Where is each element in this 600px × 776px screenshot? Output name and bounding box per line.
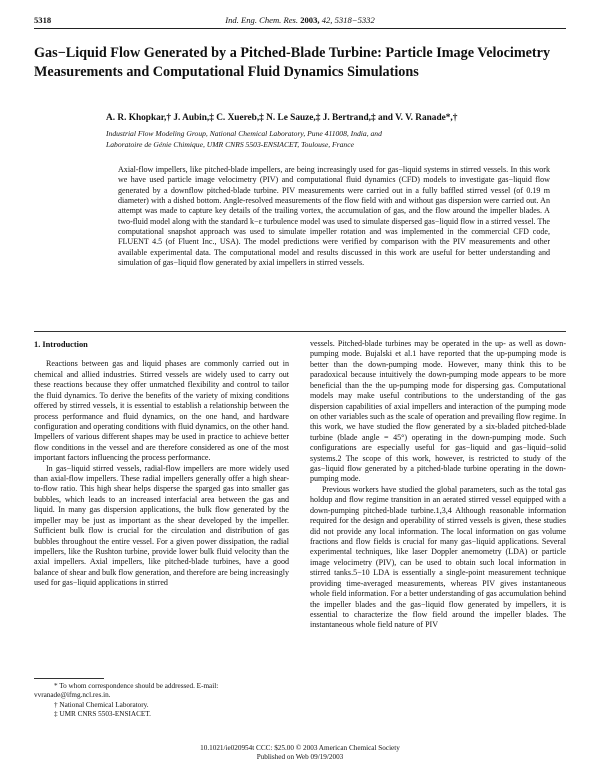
journal-name: Ind. Eng. Chem. Res. [225, 15, 299, 25]
footnote-affiliation-1: † National Chemical Laboratory. [54, 700, 149, 709]
abstract: Axial-flow impellers, like pitched-blade impellers, are being increasingly used for gas−liquid systems in stirred vessels. In this work we have used particle image velocimetry (PIV) and computational fluid dynamics (CFD) models to investigate gas−liquid flow generated by a downflow pitched-blade turbine. PIV measurements were carried out in a fully baffled stirred vessel (of 0.19 m diameter) with a dished bottom. Angle-resolved measurements of the flow field with and without gas dispersion were carried out. An attempt was made to capture key details of the trailing vortex, the accumulation of gas, and the flow around the impeller blades. A two-fluid model along with the standard k−ε turbulence model was used to simulate dispersed gas−liquid flow in a stirred vessel. The computational snapshot approach was used to simulate impeller rotation and was implemented in the commercial CFD code, FLUENT 4.5 (of Fluent Inc., USA). The model predictions were verified by comparison with the PIV measurements and other available experimental data. The computational model and results discussed in this work are useful for better understanding and simulation of gas−liquid flow generated by axial impellers in stirred vessels. [118, 165, 550, 268]
footnote-correspondence: * To whom correspondence should be addressed. E-mail: [54, 682, 219, 690]
affiliations [106, 129, 566, 150]
affiliation-2: Laboratoire de Génie Chimique, UMR CNRS 5503-ENSIACET, Toulouse, France [106, 139, 354, 149]
abstract-divider [34, 331, 566, 332]
paragraph: Reactions between gas and liquid phases are commonly carried out in chemical and allied industries. Stirred vessels are widely used to carry out these reactions because they offer unmatched flexibility and control to tailor the fluid dynamics. To derive the benefits of the variety of mixing conditions offered by stirred vessels, it is essential to establish a relationship between the process performance and fluid dynamics, on the one hand, and hardware configuration and operating conditions with fluid dynamics, on the other hand. Impellers of various different shapes may be used in practice to achieve better flow conditions in the vessel and are therefore considered as one of the most important factors influencing the process performance. [34, 359, 289, 463]
paper-title: Gas−Liquid Flow Generated by a Pitched-Blade Turbine: Particle Image Velocimetry Measurements and Computational Fluid Dynamics Simulations [34, 45, 551, 80]
publication-info [0, 744, 600, 763]
paragraph: In gas−liquid stirred vessels, radial-flow impellers are more widely used than axial-flow impellers. These radial impellers generally offer a high shear-to-flow ratio. This high shear helps disperse the sparged gas into smaller gas bubbles, which leads to an increased interfacial area between the gas and liquid. In many gas dispersion applications, the bulk flow generated by the impeller may be just as important as the shear developed by the impeller. Sufficient bulk flow is crucial for the circulation and distribution of gas bubbles throughout the entire vessel. For a given power dissipation, the radial impellers, like the Rushton turbine, provide lower bulk fluid velocity than the axial impellers. Axial impellers, like pitched-blade turbines, have a good balance of shear and bulk flow generation, and therefore are being increasingly used for gas−liquid applications in stirred [34, 463, 289, 588]
footnote-divider [34, 678, 104, 679]
journal-year: 2003, [300, 15, 320, 25]
paragraph: Previous workers have studied the global parameters, such as the total gas holdup and flow regime transition in an aerated stirred vessel equipped with a down-pumping pitched-blade turbine.1,3,4 Although reasonable information required for the design and operability of stirred vessels is given, these studies did not provide any local information. The local information on gas volume fractions and flow fields is crucial for many gas−liquid applications. Several experimental techniques, like laser Doppler anemometry (LDA) or particle image velocimetry (PIV), can be used to obtain such local information in stirred tanks.5−10 LDA is essentially a single-point measurement technique providing time-averaged measurements, whereas PIV gives instantaneous whole field information. For a better understanding of gas accumulation behind the impeller blades and the gas−liquid flow generated by impellers, it is essential to characterize the flow field around the impeller blades. The instantaneous whole field nature of PIV [310, 484, 566, 630]
affiliation-1: Industrial Flow Modeling Group, National Chemical Laboratory, Pune 411008, India, and [106, 129, 382, 138]
footnotes [34, 682, 289, 720]
journal-citation [34, 15, 566, 25]
doi-copyright: 10.1021/ie020954t CCC: $25.00 © 2003 American Chemical Society [200, 744, 400, 752]
publication-date: Published on Web 09/19/2003 [256, 753, 344, 762]
footnote-affiliation-2: ‡ UMR CNRS 5503-ENSIACET. [54, 710, 151, 719]
paragraph: vessels. Pitched-blade turbines may be operated in the up- as well as down-pumping mode. Bujalski et al.1 have reported that the up-pumping mode is better than the down-pumping mode. However, many think this to be paradoxical because intuitively the down-pumping mode appears to be more beneficial than the the up-pumping mode for dispersing gas. Computational models may make useful contributions to the understanding of the gas dispersion capabilities of axial impellers and interaction of the pumping mode on other variables such as the scale of operation and prevailing flow regime. In this work, we have studied the flow generated by a six-bladed pitched-blade turbine (blade angle = 45°) operating in the down-pumping mode. Such configurations are especially useful for gas−liquid and gas−liquid−solid systems.2 The scope of this work, however, is restricted to study of the gas−liquid flow generated by a pitched-blade turbine operating in the down-pumping mode. [310, 339, 566, 484]
footnote-email: vvranade@ifmg.ncl.res.in. [34, 691, 111, 700]
running-header [34, 14, 566, 29]
right-column [310, 339, 566, 631]
left-column [34, 340, 289, 589]
journal-volume-pages: 42, 5318−5332 [321, 15, 375, 25]
author-list: A. R. Khopkar,† J. Aubin,‡ C. Xuereb,‡ N. Le Sauze,‡ J. Bertrand,‡ and V. V. Ranade*,† [106, 113, 458, 123]
section-heading: 1. Introduction [34, 340, 88, 349]
page-number: 5318 [34, 15, 52, 25]
